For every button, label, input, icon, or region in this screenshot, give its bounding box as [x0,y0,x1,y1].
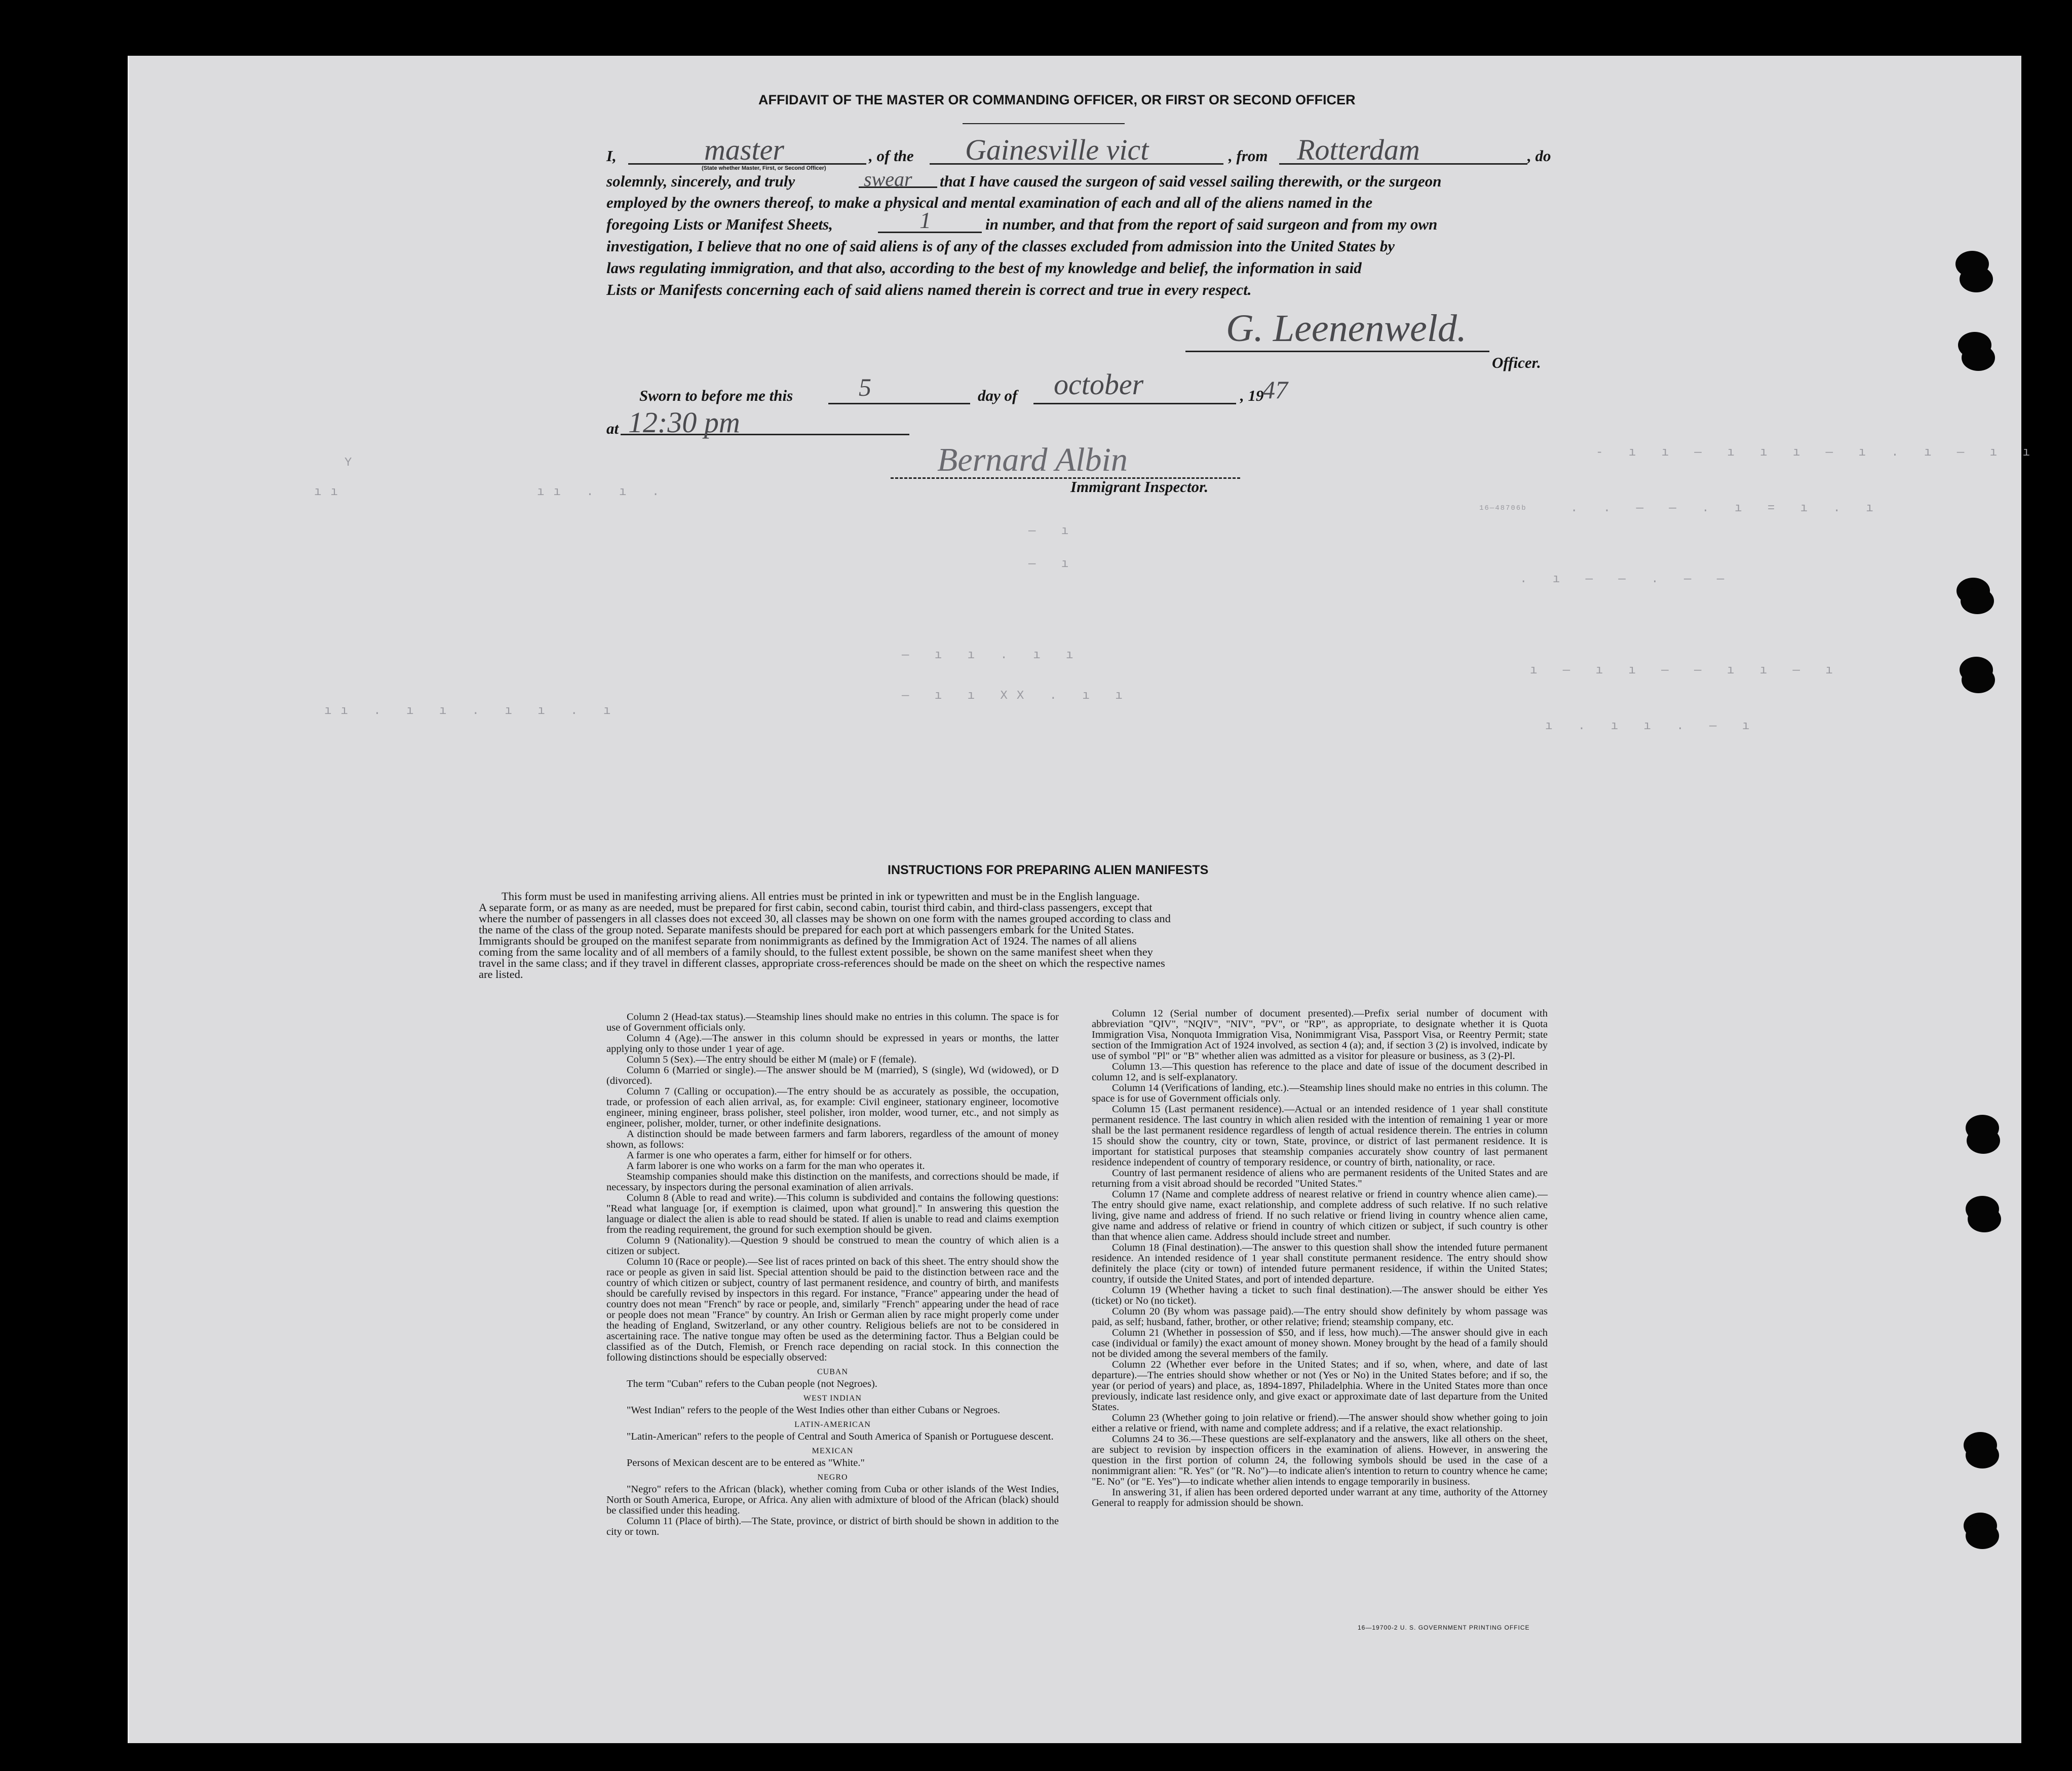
punch-hole [1966,1523,1999,1549]
subheading: LATIN-AMERICAN [794,1420,871,1429]
para: Column 12 (Serial number of document presented).—Prefix serial number of document with abbreviation "QIV", "NQIV", "NIV", "PV", or "RP", as appropriate, to designate whether it is Quota Immigration Visa, Nonquota Immigration Visa, Nonimmigrant Visa, Passport Visa, or Reentry Permit; state section of the Immigration Act of 1924 involved, as section 4 (a); and, if section 3 (2) is involved, indicate by use of symbol "Pl" or "B" whether alien was admitted as a visitor for pleasure or business, as 3 (2)-Pl. [1092,1008,1548,1062]
instructions-intro [479,891,1424,980]
para: Column 5 (Sex).—The entry should be either M (male) or F (female). [627,1054,917,1065]
line7: Lists or Manifests concerning each of said aliens named therein is correct and true in every respect. [606,281,1252,298]
sheets-handwritten: 1 [919,207,931,233]
title-rule [963,123,1125,124]
para: Column 17 (Name and complete address of nearest relative or friend in country whence alien came).—The entry should give name, exact relationship, and complete address of such relative. If no such relative living, give name and address of friend. If no such relative or friend living in country whence alien came, give name and address of relative or friend in country of which citizen or subject, if such country is other than that whence alien came. Address should include street and number. [1092,1189,1548,1242]
sworn-label: Sworn to before me this [639,387,793,404]
officer-label: Officer. [1492,354,1541,371]
punch-hole [1962,345,1995,371]
line3: employed by the owners thereof, to make a physical and mental examination of each and all of the aliens named in the [606,194,1373,211]
inspector-label: Immigrant Inspector. [1070,478,1209,496]
affidavit-title: AFFIDAVIT OF THE MASTER OR COMMANDING OFFICER, OR FIRST OR SECOND OFFICER [758,92,1356,107]
sworn-month-handwritten: october [1054,368,1144,401]
para: Steamship companies should make this distinction on the manifests, and corrections should be made, if necessary, by inspectors during the personal examination of alien arrivals. [606,1171,1059,1193]
punch-hole [1962,667,1995,693]
subheading: NEGRO [817,1473,848,1482]
para: A farm laborer is one who works on a farm for the man who operates it. [627,1160,925,1172]
line2-end: that I have caused the surgeon of said vessel sailing therewith, or the surgeon [940,172,1442,190]
line6: laws regulating immigration, and that also, according to the best of my knowledge and belief, the information in said [606,259,1362,277]
para: "West Indian" refers to the people of the West Indies other than either Cubans or Negroes. [627,1405,1001,1416]
intro-line: travel in the same class; and if they travel in different classes, appropriate cross-references should be made on the sheet on which the respective names [479,957,1165,969]
para: Column 7 (Calling or occupation).—The entry should be as accurately as possible, the occupation, trade, or profession of each alien arrival, as, for example: Civil engineer, stationary engineer, locomotive engineer, mining engineer, brass polisher, steel polisher, iron molder, wood turner, etc., and not simply as engineer, polisher, molder, turner, or other indefinite designations. [606,1086,1059,1129]
bleed-mark: . ı — — . — — [1520,573,1734,586]
intro-line: Immigrants should be grouped on the manifest separate from nonimmigrants as defined by the Immigration Act of 1924. The names of all aliens [479,934,1137,947]
bleed-mark: — ı ı XX . ı ı [902,689,1132,703]
subheading: WEST INDIAN [803,1394,862,1403]
inspector-signature: Bernard Albin [937,441,1128,478]
rank-caption: (State whether Master, First, or Second Officer) [702,165,826,171]
instructions-right-column [1092,1008,1548,1509]
bleed-mark: - ı ı — ı ı ı — ı . ı — ı ı [1596,446,2039,460]
instructions-title: INSTRUCTIONS FOR PREPARING ALIEN MANIFESTS [888,863,1209,877]
para: A distinction should be made between farmers and farm laborers, regardless of the amount of money shown, as follows: [606,1128,1059,1150]
para: Column 19 (Whether having a ticket to such final destination).—The answer should be either Yes (ticket) or No (no ticket). [1092,1285,1548,1306]
para: "Latin-American" refers to the people of Central and South America of Spanish or Portuguese descent. [627,1431,1054,1442]
para: Column 4 (Age).—The answer in this column should be expressed in years or months, the latter applying only to those under 1 year of age. [606,1033,1059,1054]
vessel-handwritten: Gainesville vict [965,133,1149,166]
port-handwritten: Rotterdam [1297,133,1420,166]
punch-hole [1960,266,1993,292]
para: Columns 24 to 36.—These questions are self-explanatory and the answers, like all others on the sheet, are subject to revision by inspection officers in the examination of aliens. However, in answering the question in the first portion of column 24, the following symbols should be used in the case of a nonimmigrant alien: "R. Yes" (or "R. No")—to indicate alien's intention to return to country whence he came; "E. No" (or "E. Yes")—to indicate whether alien intends to engage temporarily in business. [1092,1434,1548,1487]
year-handwritten: 47 [1262,375,1288,404]
bleed-mark: ıı . ı . [537,485,669,499]
punch-hole [1968,1206,2001,1232]
intro-line: coming from the same locality and of all members of a family should, to the fullest extent possible, be shown on the same manifest sheet when they [479,946,1153,958]
para: In answering 31, if alien has been ordered deported under warrant at any time, authority of the Attorney General to reapply for admission should be shown. [1092,1487,1548,1509]
line2-start: solemnly, sincerely, and truly [606,172,795,190]
intro-line: are listed. [479,968,523,981]
bleed-mark: Y [344,456,361,470]
from-label: , from [1229,147,1268,165]
para: Column 8 (Able to read and write).—This column is subdivided and contains the following questions: "Read what language [or, if exemption is claimed, upon what ground]." In answering this question the language or dialect the alien is able to read should be stated. If alien is unable to read and claims exemption from the reading requirement, the ground for such exemption should be given. [606,1192,1059,1235]
bleed-mark: 16—48706b [1479,504,1527,512]
line4-end: in number, and that from the report of said surgeon and from my own [985,215,1438,233]
intro-line: where the number of passengers in all classes does not exceed 30, all classes may be shown on one form with the names grouped according to class and [479,912,1171,925]
do-label: , do [1527,147,1551,165]
subheading: CUBAN [817,1368,848,1376]
intro-line: This form must be used in manifesting arriving aliens. All entries must be printed in ink or typewritten and must be in the English language. [502,890,1140,902]
printing-office-footer: 16—19700-2 U. S. GOVERNMENT PRINTING OFFICE [1358,1624,1530,1631]
punch-hole [1966,1442,1999,1468]
bleed-mark: ı . ı ı . — ı [1545,720,1759,733]
bleed-mark: . . — — . ı = ı . ı [1570,502,1883,515]
para: Column 9 (Nationality).—Question 9 should be construed to mean the country of which alien is a citizen or subject. [606,1235,1059,1257]
sworn-day-line [828,403,970,404]
affidavit-prefix-i: I, [606,147,617,165]
para: Persons of Mexican descent are to be entered as "White." [627,1457,865,1468]
sworn-day-handwritten: 5 [859,373,871,401]
para: Column 2 (Head-tax status).—Steamship lines should make no entries in this column. The space is for use of Government officials only. [606,1011,1059,1033]
instructions-left-column [606,1012,1059,1537]
rank-handwritten: master [704,133,784,166]
para: A farmer is one who operates a farm, either for himself or for others. [627,1150,912,1161]
time-handwritten: 12:30 pm [628,406,740,439]
line4-start: foregoing Lists or Manifest Sheets, [606,215,833,233]
bleed-mark: ı — ı ı — — ı ı — ı [1530,664,1842,677]
para: Column 21 (Whether in possession of $50, and if less, how much).—The answer should give in each case (individual or family) the exact amount of money shown. Money brought by the head of a family should not be divided among the several members of the family. [1092,1327,1548,1360]
para: Country of last permanent residence of aliens who are permanent residents of the United States and are returning from a visit abroad should be recorded "United States." [1092,1167,1548,1189]
officer-signature-line [1185,351,1489,352]
punch-hole [1961,588,1994,614]
bleed-mark: — ı ı . ı ı [902,649,1083,662]
day-of-label: day of [978,387,1018,404]
para: Column 11 (Place of birth).—The State, province, or district of birth should be shown in addition to the city or town. [606,1516,1059,1537]
bleed-mark: ıı . ı ı . ı ı . ı [324,704,620,718]
line5: investigation, I believe that no one of said aliens is of any of the classes excluded from admission into the United States by [606,237,1395,255]
year-prefix: , 19 [1240,387,1264,404]
para: Column 6 (Married or single).—The answer should be M (married), S (single), Wd (widowed), or D (divorced). [606,1065,1059,1086]
para: Column 13.—This question has reference to the place and date of issue of the document described in column 12, and is self-explanatory. [1092,1061,1548,1083]
para: Column 22 (Whether ever before in the United States; and if so, when, where, and date of last departure).—The entries should show whether or not (Yes or No) in the United States before; and if so, the year (or period of years) and place, as, 1894-1897, Philadelphia. Where in the United States more than once previously, indicate last residence only, and give exact or approximate date of last departure from the United States. [1092,1359,1548,1413]
bleed-mark: ıı [314,485,347,499]
bleed-mark: — ı [1028,524,1078,538]
swear-handwritten: swear [864,168,912,191]
sworn-month-line [1033,403,1236,404]
para: The term "Cuban" refers to the Cuban people (not Negroes). [627,1378,877,1389]
punch-hole [1967,1127,2000,1154]
para: Column 20 (By whom was passage paid).—The entry should show definitely by whom passage was paid, as self; husband, father, brother, or other relative; friend; steamship company, etc. [1092,1306,1548,1328]
officer-signature: G. Leenenweld. [1226,307,1467,350]
para: Column 14 (Verifications of landing, etc.).—Steamship lines should make no entries in this column. The space is for use of Government officials only. [1092,1082,1548,1104]
para: Column 10 (Race or people).—See list of races printed on back of this sheet. The entry should show the race or people as given in said list. Special attention should be paid to the distinction between race and the country of which citizen or subject, country of last permanent residence, and country of birth, and manifests should be carefully revised by inspectors in this regard. For instance, "France" appearing under the head of country does not mean "French" by race or people, and, similarly "French" appearing under the head of race or people does not mean "France" by country. An Irish or German alien by race might properly come under the heading of England, Switzerland, or any other country. Religious beliefs are not to be considered in ascertaining race. The native tongue may often be used as the determining factor. Thus a Belgian could be classified as of the Dutch, Flemish, or French race depending on racial stock. In this connection the following distinctions should be especially observed: [606,1256,1059,1363]
at-label: at [606,420,619,437]
para: "Negro" refers to the African (black), whether coming from Cuba or other islands of the West Indies, North or South America, Europe, or Africa. Any alien with admixture of blood of the African (black) should be classified under this heading. [606,1484,1059,1516]
subheading: MEXICAN [812,1447,854,1455]
of-the-label: , of the [869,147,914,165]
intro-line: the name of the class of the group noted. Separate manifests should be prepared for each port at which passengers embark for the United States. [479,923,1134,936]
para: Column 23 (Whether going to join relative or friend).—The answer should show whether going to join either a relative or friend, with name and complete address; and if a relative, the exact relationship. [1092,1412,1548,1434]
bleed-mark: — ı [1028,557,1078,571]
para: Column 15 (Last permanent residence).—Actual or an intended residence of 1 year shall constitute permanent residence. The last country in which alien resided with the intention of remaining 1 year or more shall be the last permanent residence regardless of length of actual residence therein. The entries in column 15 should show the country, city or town, State, province, or district of last permanent residence. It is important for statistical purposes that steamship companies accurately show country of last permanent residence independent of country of temporary residence, or country of birth, nationality, or race. [1092,1104,1548,1168]
intro-line: A separate form, or as many as are needed, must be prepared for first cabin, second cabin, tourist third cabin, and third-class passengers, except that [479,901,1153,914]
para: Column 18 (Final destination).—The answer to this question shall show the intended future permanent residence. An intended residence of 1 year shall constitute permanent residence. The entry should show definitely the place (city or town) of intended future permanent residence, if within the United States; country, if outside the United States, and port of intended departure. [1092,1242,1548,1285]
